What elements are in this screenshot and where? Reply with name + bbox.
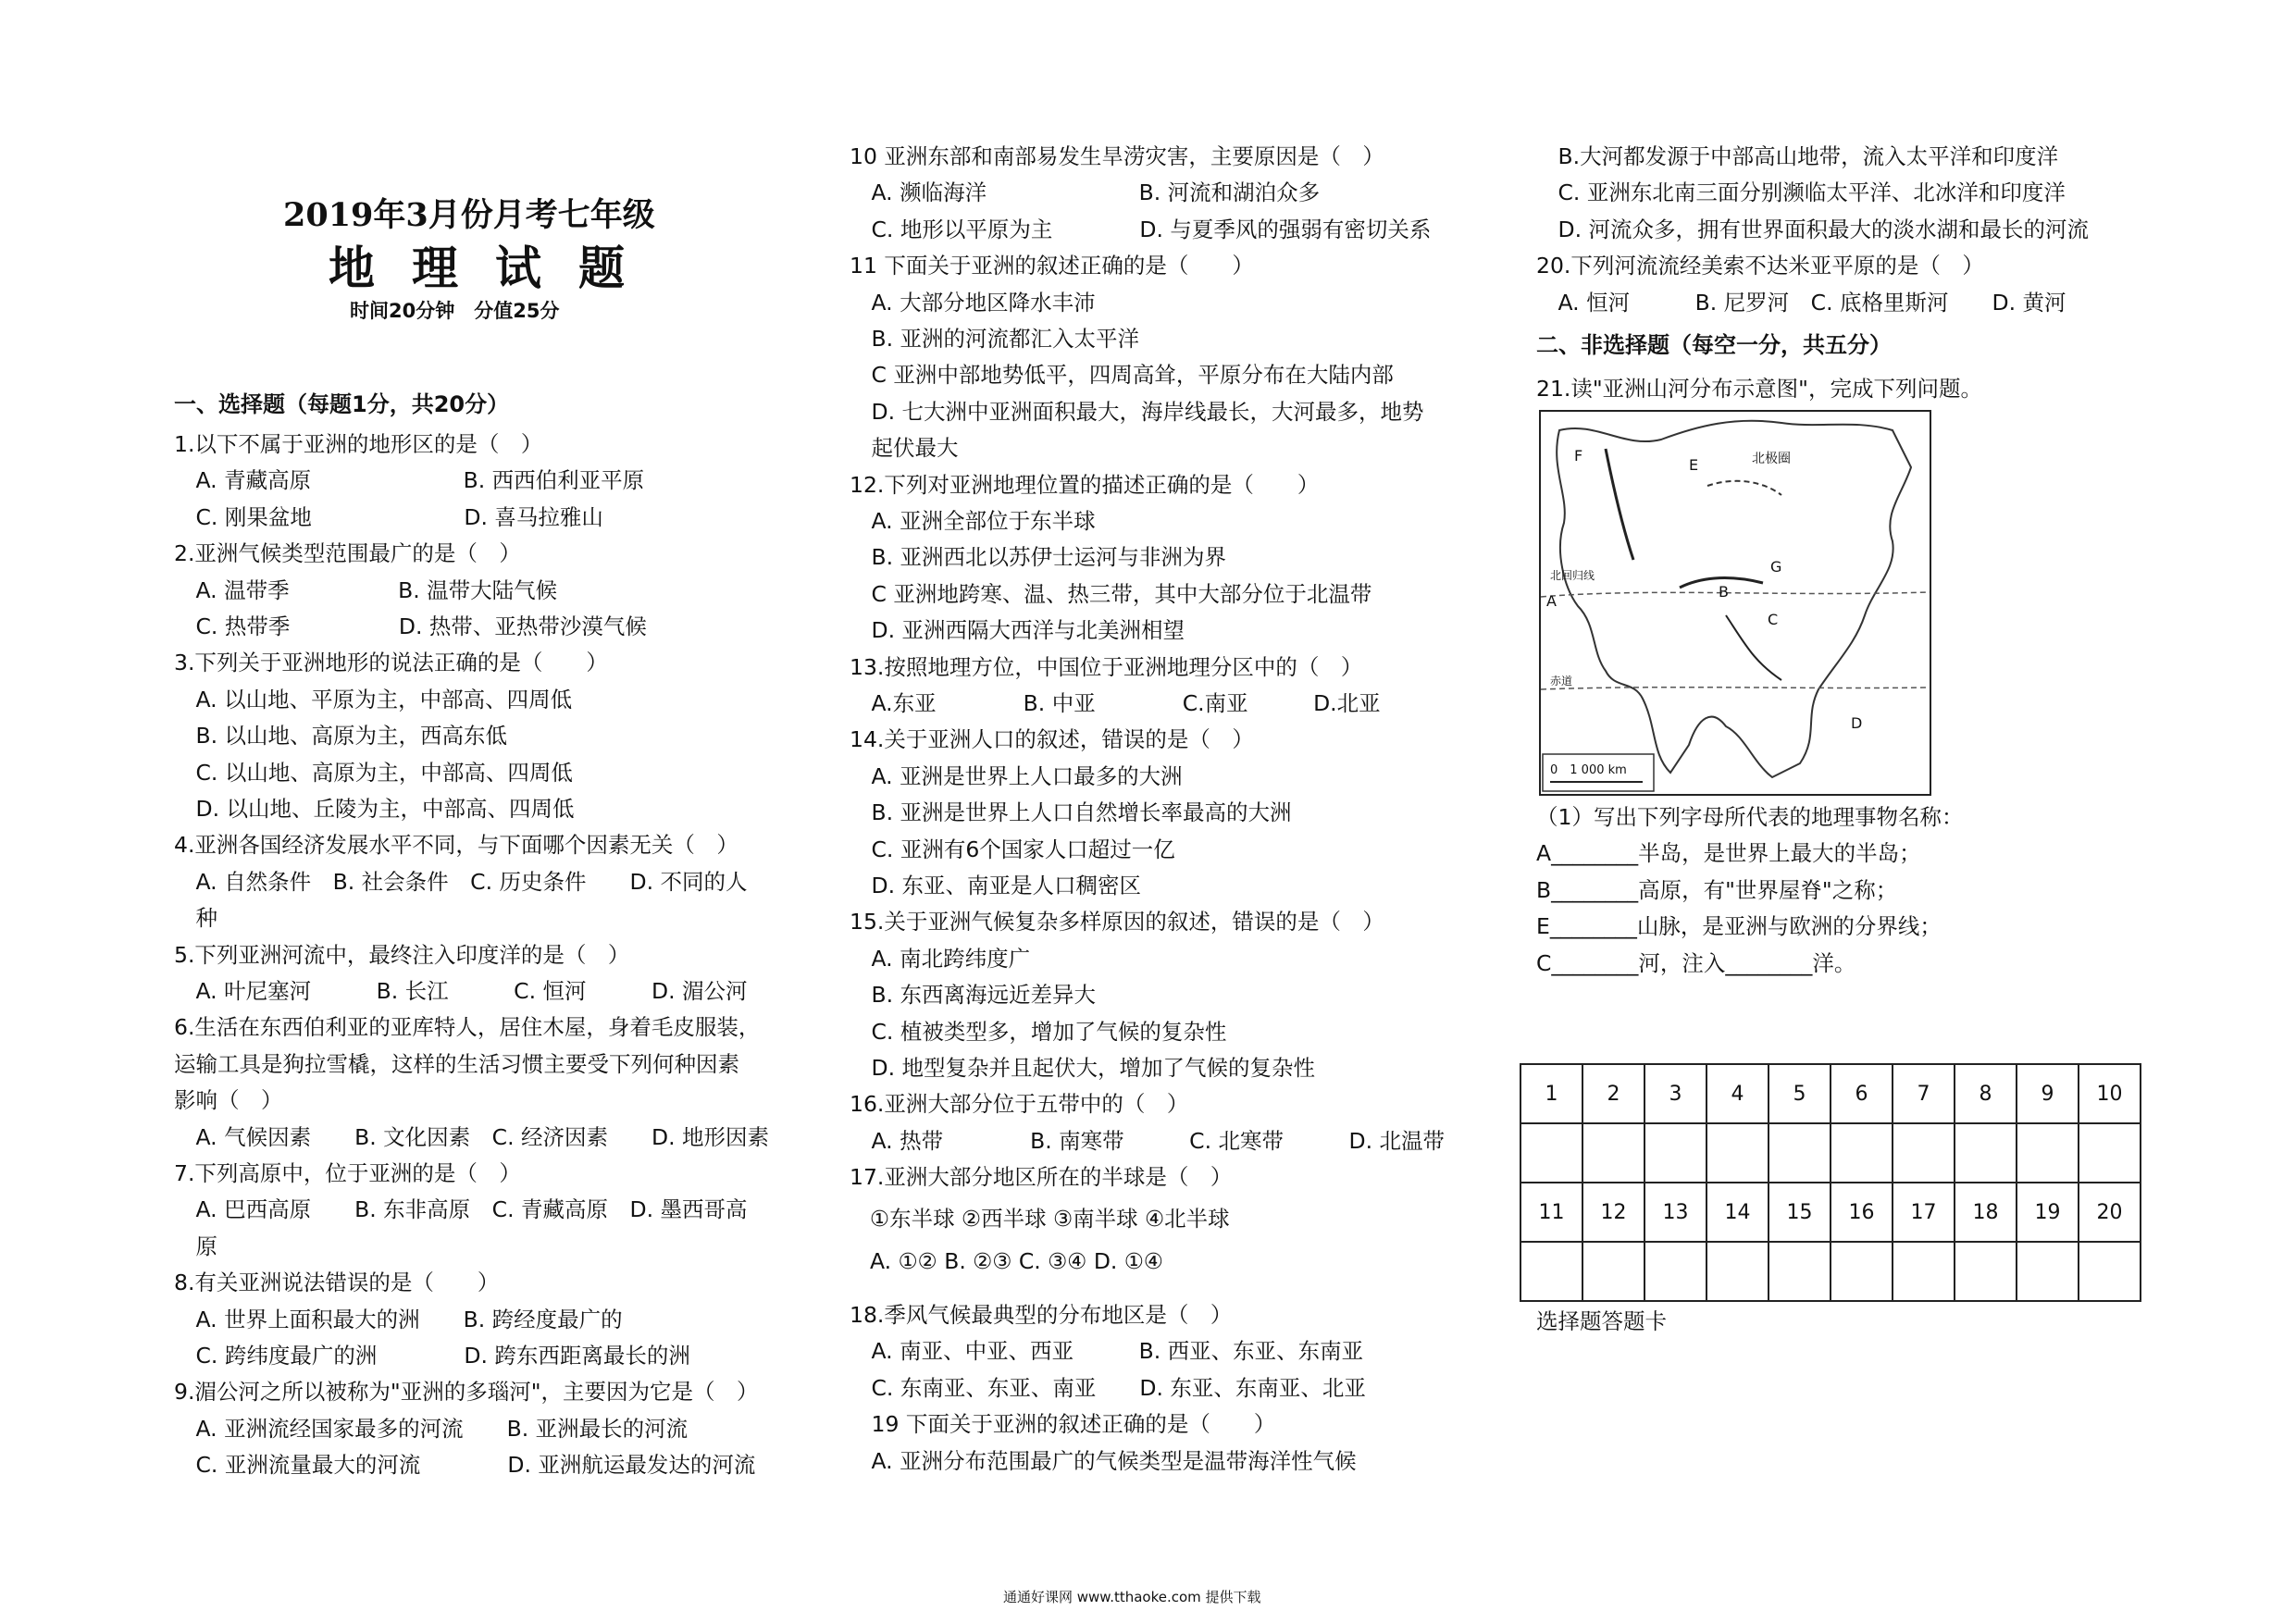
answer-card-number: 8 [1955,1064,2017,1123]
text-line: A. 巴西高原 B. 东非高原 C. 青藏高原 D. 墨西哥高 [174,1196,748,1223]
map-label-C: C [1768,611,1779,628]
map-label-F: F [1574,447,1583,465]
answer-card-number: 5 [1769,1064,1831,1123]
answer-cell[interactable] [1520,1242,1582,1301]
answer-card-number: 17 [1893,1183,1955,1242]
answer-card-number: 14 [1706,1183,1769,1242]
text-line: 7.下列高原中，位于亚洲的是（ ） [174,1160,521,1186]
text-line: 4.亚洲各国经济发展水平不同，与下面哪个因素无关（ ） [174,832,738,859]
answer-card-number: 2 [1582,1064,1644,1123]
text-line: C. 热带季 D. 热带、亚热带沙漠气候 [174,613,647,639]
text-line: 15.关于亚洲气候复杂多样原因的叙述，错误的是（ ） [850,909,1384,935]
map-label-equator: 赤道 [1550,675,1573,688]
footer-source: 通通好课网 www.tthaoke.com 提供下载 [1003,1589,1261,1605]
text-line: A. 气候因素 B. 文化因素 C. 经济因素 D. 地形因素 [174,1123,770,1150]
text-line: D. 七大洲中亚洲面积最大，海岸线最长，大河最多，地势 [850,398,1424,425]
text-line: A.东亚 B. 中亚 C.南亚 D.北亚 [850,690,1381,716]
question-21: 21.读"亚洲山河分布示意图"，完成下列问题。 [1536,376,1982,402]
text-line: A. 亚洲是世界上人口最多的大洲 [850,762,1183,789]
text-line: A________半岛，是世界上最大的半岛； [1536,840,1921,867]
answer-card-number: 15 [1769,1183,1831,1242]
map-label-B: B [1719,583,1729,601]
text-line: 8.有关亚洲说法错误的是（ ） [174,1270,500,1296]
text-line: A. 亚洲全部位于东半球 [850,508,1096,534]
text-line: A. 以山地、平原为主，中部高、四周低 [174,686,573,712]
text-line: E________山脉，是亚洲与欧洲的分界线； [1536,913,1942,940]
text-line: C. 亚洲东北南三面分别濒临太平洋、北冰洋和印度洋 [1536,180,2066,206]
text-line: A. 恒河 B. 尼罗河 C. 底格里斯河 D. 黄河 [1536,289,2066,316]
text-line: A. 南亚、中亚、西亚 B. 西亚、东亚、东南亚 [850,1338,1364,1365]
text-line: C 亚洲中部地势低平，四周高耸，平原分布在大陆内部 [850,362,1394,389]
answer-cell[interactable] [1893,1123,1955,1183]
text-line: 原 [174,1233,217,1259]
text-line: C 亚洲地跨寒、温、热三带，其中大部分位于北温带 [850,580,1372,607]
text-line: C. 亚洲有6个国家人口超过一亿 [850,836,1175,862]
answer-card-caption: 选择题答题卡 [1536,1308,1667,1334]
text-line: C. 亚洲流量最大的河流 D. 亚洲航运最发达的河流 [174,1452,756,1479]
text-line: 起伏最大 [850,435,959,462]
answer-card-number: 20 [2079,1183,2141,1242]
text-line: 10 亚洲东部和南部易发生旱涝灾害，主要原因是（ ） [850,143,1384,169]
answer-card-number: 11 [1520,1183,1582,1242]
answer-cell[interactable] [1831,1242,1893,1301]
text-line: 16.亚洲大部分位于五带中的（ ） [850,1091,1189,1118]
text-line: 运输工具是狗拉雪橇，这样的生活习惯主要受下列何种因素 [174,1050,739,1077]
text-line: D. 河流众多，拥有世界面积最大的淡水湖和最长的河流 [1536,216,2090,242]
answer-cell[interactable] [1706,1123,1769,1183]
text-line: B. 亚洲的河流都汇入太平洋 [850,326,1140,352]
text-line: D. 东亚、南亚是人口稠密区 [850,873,1142,898]
answer-card-row-blank-2 [1520,1242,2141,1301]
answer-card-table [1520,1063,2141,1302]
text-line: A. 热带 B. 南寒带 C. 北寒带 D. 北温带 [850,1127,1446,1154]
text-line: 1.以下不属于亚洲的地形区的是（ ） [174,431,543,457]
map-label-tropic-of-cancer: 北回归线 [1550,569,1595,582]
text-line: 9.湄公河之所以被称为"亚洲的多瑙河"，主要因为它是（ ） [174,1379,759,1406]
answer-card-number: 1 [1520,1064,1582,1123]
answer-card-number: 10 [2079,1064,2141,1123]
answer-cell[interactable] [2079,1242,2141,1301]
answer-cell[interactable] [1582,1123,1644,1183]
answer-card-number: 6 [1831,1064,1893,1123]
text-line: C. 跨纬度最广的洲 D. 跨东西距离最长的洲 [174,1343,690,1369]
text-line: A. ①② B. ②③ C. ③④ D. ①④ [870,1248,1163,1274]
text-line: 17.亚洲大部分地区所在的半球是（ ） [850,1164,1233,1191]
text-line: 18.季风气候最典型的分布地区是（ ） [850,1302,1233,1328]
text-line: A. 濒临海洋 B. 河流和湖泊众多 [850,180,1321,206]
answer-card-row-numbers-2 [1520,1183,2141,1242]
text-line: A. 大部分地区降水丰沛 [850,289,1096,316]
answer-card-number: 18 [1955,1183,2017,1242]
answer-card-number: 16 [1831,1183,1893,1242]
text-line: （1）写出下列字母所代表的地理事物名称： [1536,804,1964,830]
text-line: C. 地形以平原为主 D. 与夏季风的强弱有密切关系 [850,216,1432,242]
answer-cell[interactable] [2017,1242,2079,1301]
map-label-A: A [1546,592,1557,610]
answer-card-row-numbers-1 [1520,1064,2141,1123]
answer-card-number: 13 [1644,1183,1706,1242]
answer-cell[interactable] [1955,1242,2017,1301]
map-label-E: E [1689,456,1699,474]
text-line: A. 世界上面积最大的洲 B. 跨经度最广的 [174,1306,623,1332]
answer-cell[interactable] [1893,1242,1955,1301]
answer-card-row-blank-1 [1520,1123,2141,1183]
text-line: A. 自然条件 B. 社会条件 C. 历史条件 D. 不同的人 [174,868,748,895]
text-line: 3.下列关于亚洲地形的说法正确的是（ ） [174,650,608,676]
text-line: A. 南北跨纬度广 [850,945,1031,972]
answer-cell[interactable] [1644,1123,1706,1183]
text-line: 种 [174,905,217,932]
text-line: A. 温带季 B. 温带大陆气候 [174,576,558,603]
asia-map-drawing [1541,412,1930,794]
text-line: B. 以山地、高原为主，西高东低 [174,723,508,750]
section-1-heading: 一、选择题（每题1分，共20分） [174,391,510,417]
text-line: 5.下列亚洲河流中，最终注入印度洋的是（ ） [174,941,630,968]
section-2-heading: 二、非选择题（每空一分，共五分） [1536,332,1892,358]
text-line: A. 叶尼塞河 B. 长江 C. 恒河 D. 湄公河 [174,978,748,1004]
text-line: D. 以山地、丘陵为主，中部高、四周低 [174,796,575,822]
text-line: A. 亚洲分布范围最广的气候类型是温带海洋性气候 [850,1447,1357,1474]
text-line: 影响（ ） [174,1087,283,1114]
answer-card-number: 19 [2017,1183,2079,1242]
text-line: 19 下面关于亚洲的叙述正确的是（ ） [850,1411,1276,1438]
answer-cell[interactable] [1955,1123,2017,1183]
text-line: 2.亚洲气候类型范围最广的是（ ） [174,540,521,567]
exam-subtitle: 时间20分钟 分值25分 [350,300,560,322]
text-line: 20.下列河流流经美索不达米亚平原的是（ ） [1536,253,1984,279]
answer-cell[interactable] [1706,1242,1769,1301]
text-line: B. 亚洲西北以苏伊士运河与非洲为界 [850,544,1227,571]
text-line: 13.按照地理方位，中国位于亚洲地理分区中的（ ） [850,653,1363,680]
exam-title-line2: 地理试题 [329,241,662,295]
answer-cell[interactable] [1582,1242,1644,1301]
text-line: A. 亚洲流经国家最多的河流 B. 亚洲最长的河流 [174,1415,689,1442]
map-label-D: D [1851,714,1863,732]
text-line: B. 亚洲是世界上人口自然增长率最高的大洲 [850,799,1292,826]
text-line: D. 地型复杂并且起伏大，增加了气候的复杂性 [850,1055,1316,1081]
asia-map [1539,410,1931,796]
text-line: C. 以山地、高原为主，中部高、四周低 [174,759,573,786]
text-line: 12.下列对亚洲地理位置的描述正确的是（ ） [850,471,1320,498]
text-line: B. 东西离海远近差异大 [850,982,1097,1009]
text-line: 11 下面关于亚洲的叙述正确的是（ ） [850,253,1254,279]
map-label-arctic-circle: 北极圈 [1752,452,1791,466]
answer-cell[interactable] [1769,1123,1831,1183]
answer-card-number: 7 [1893,1064,1955,1123]
map-scale-bar: 0 1 000 km [1550,763,1627,777]
text-line: C. 东南亚、东亚、南亚 D. 东亚、东南亚、北亚 [850,1374,1366,1401]
answer-cell[interactable] [2017,1123,2079,1183]
text-line: 14.关于亚洲人口的叙述，错误的是（ ） [850,726,1254,753]
answer-card-number: 4 [1706,1064,1769,1123]
answer-cell[interactable] [1520,1123,1582,1183]
text-line: 6.生活在东西伯利亚的亚库特人，居住木屋，身着毛皮服装， [174,1014,761,1041]
answer-cell[interactable] [2079,1123,2141,1183]
map-label-G: G [1770,558,1782,576]
answer-card-number: 12 [1582,1183,1644,1242]
text-line: C. 植被类型多，增加了气候的复杂性 [850,1018,1227,1045]
text-line: C. 刚果盆地 D. 喜马拉雅山 [174,503,603,530]
answer-card-number: 9 [2017,1064,2079,1123]
answer-cell[interactable] [1644,1242,1706,1301]
text-line: ①东半球 ②西半球 ③南半球 ④北半球 [870,1206,1230,1232]
answer-card-number: 3 [1644,1064,1706,1123]
text-line: B________高原，有"世界屋脊"之称； [1536,876,1898,903]
answer-cell[interactable] [1831,1123,1893,1183]
text-line: C________河，注入________洋。 [1536,949,1856,976]
text-line: A. 青藏高原 B. 西西伯利亚平原 [174,467,645,494]
exam-title-line1: 2019年3月份月考七年级 [283,196,655,234]
text-line: D. 亚洲西隔大西洋与北美洲相望 [850,617,1185,644]
answer-cell[interactable] [1769,1242,1831,1301]
text-line: B.大河都发源于中部高山地带，流入太平洋和印度洋 [1536,143,2059,169]
